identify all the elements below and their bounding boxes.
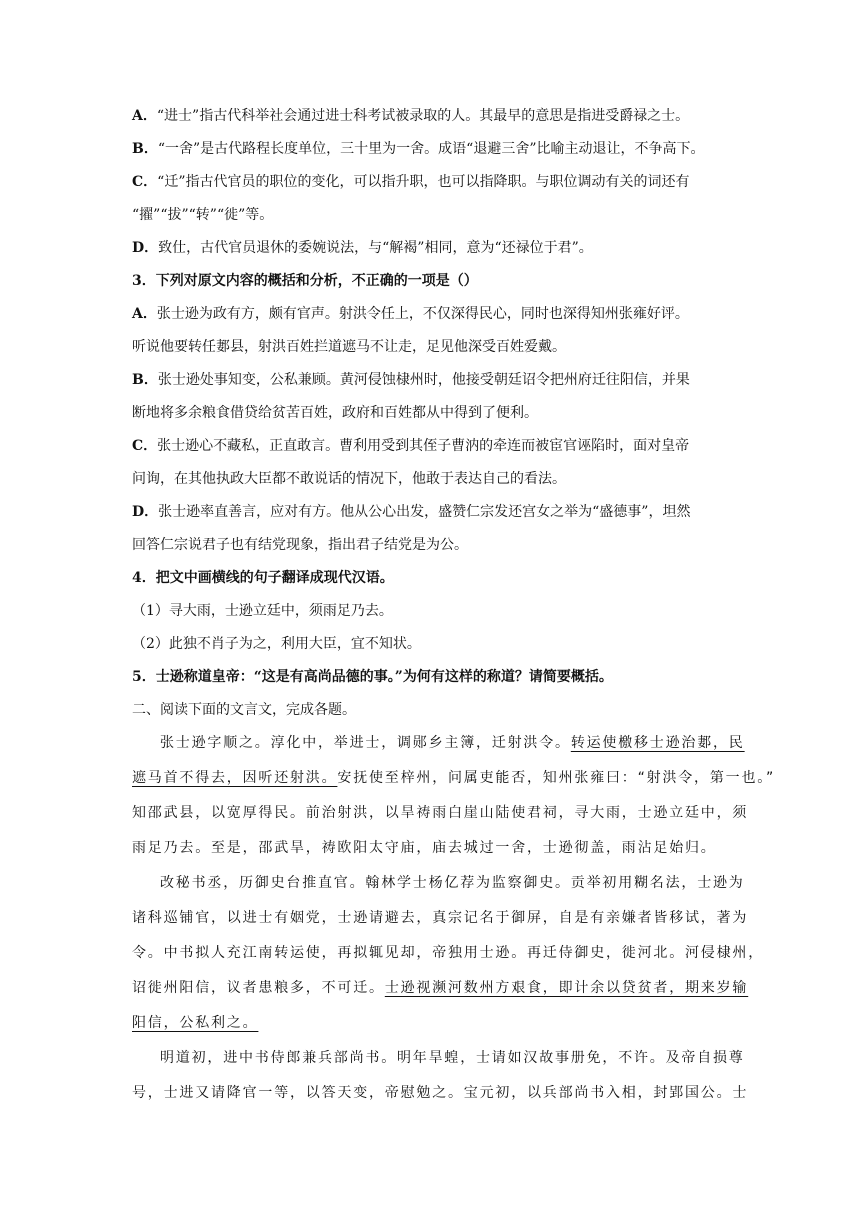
option-2c: C．“迁”指古代官员的职位的变化，可以指升职，也可以指降职。与职位调动有关的词还有 — [132, 174, 690, 190]
section-two-heading: 二、阅读下面的文言文，完成各题。 — [132, 702, 356, 718]
classical-passage — [132, 733, 776, 1118]
option-2c-continued: “擢”“拔”“转”“徙”等。 — [132, 207, 274, 223]
question-4-item-1: （1）寻大雨，士逊立廷中，须雨足乃去。 — [132, 603, 393, 619]
passage-p2-line-3: 令。中书拟人充江南转运使，再拟辄见却，帝独用士逊。再迁侍御史，徙河北。河侵棣州， — [132, 945, 764, 961]
underlined-sentence: 阳信，公私利之。 — [132, 1015, 259, 1031]
question-4 — [132, 568, 732, 667]
option-3b-continued: 断地将多余粮食借贷给贫苦百姓，政府和百姓都从中得到了便利。 — [132, 405, 538, 421]
question-3-stem: 3．下列对原文内容的概括和分析，不正确的一项是（） — [132, 273, 478, 289]
underlined-sentence: 士逊视濒河数州方艰食，即计余以贷贫者，期来岁输 — [384, 980, 749, 996]
option-2b: B．“一舍”是古代路程长度单位，三十里为一舍。成语“退避三舍”比喻主动退让，不争高下。 — [132, 141, 705, 157]
option-3c: C．张士逊心不藏私，正直敢言。曹利用受到其侄子曹汭的牵连而被宦官诬陷时，面对皇帝 — [132, 438, 690, 454]
question-5-stem: 5．士逊称道皇帝：“这是有高尚品德的事。”为何有这样的称道？请简要概括。 — [132, 669, 613, 685]
option-2a: A．“进士”指古代科举社会通过进士科考试被录取的人。其最早的意思是指进受爵禄之士。 — [132, 108, 690, 124]
option-3c-continued: 问询，在其他执政大臣都不敢说话的情况下，他敢于表达自己的看法。 — [132, 471, 566, 487]
passage-p3-line-2: 号，士进又请降官一等，以答天变，帝慰勉之。宝元初，以兵部尚书入相，封郢国公。士 — [132, 1085, 749, 1101]
passage-p3-line-1: 明道初，进中书侍郎兼兵部尚书。明年旱蝗，士请如汉故事册免，不许。及帝自损尊 — [160, 1050, 745, 1066]
passage-p1-line-3: 知邵武县，以宽厚得民。前治射洪，以旱祷雨白崖山陆使君祠，寻大雨，士逊立廷中，须 — [132, 805, 749, 821]
question-3 — [132, 271, 732, 568]
question-2-options — [132, 106, 732, 271]
passage-p2-line-1: 改秘书丞，历御史台推直官。翰林学士杨亿荐为监察御史。贡举初用糊名法，士逊为 — [160, 875, 745, 891]
underlined-sentence: 转运使檄移士逊治郪，民 — [570, 735, 745, 751]
passage-p1-line-2: 遮马首不得去，因听还射洪。安抚使至梓州，问属吏能否，知州张雍曰：“射洪令，第一也。” — [132, 770, 776, 786]
passage-p2-line-2: 诸科巡铺官，以进士有姻党，士逊请避去，真宗记名于御屏，自是有亲嫌者皆移试，著为 — [132, 910, 749, 926]
option-3a: A．张士逊为政有方，颇有官声。射洪令任上，不仅深得民心，同时也深得知州张雍好评。 — [132, 306, 689, 322]
passage-p1-line-4: 雨足乃去。至是，邵武旱，祷欧阳太守庙，庙去城过一舍，士逊彻盖，雨沾足始归。 — [132, 840, 717, 856]
option-3d-continued: 回答仁宗说君子也有结党现象，指出君子结党是为公。 — [132, 537, 468, 553]
option-3b: B．张士逊处事知变，公私兼顾。黄河侵蚀棣州时，他接受朝廷诏令把州府迁往阳信，并果 — [132, 372, 690, 388]
question-4-item-2: （2）此独不肖子为之，利用大臣，宜不知状。 — [132, 636, 421, 652]
passage-p2-line-4: 诏徙州阳信，议者患粮多，不可迁。士逊视濒河数州方艰食，即计余以贷贫者，期来岁输 — [132, 980, 749, 996]
option-3a-continued: 听说他要转任郪县，射洪百姓拦道遮马不让走，足见他深受百姓爱戴。 — [132, 339, 566, 355]
passage-p2-line-5 — [132, 1013, 732, 1048]
option-2d: D．致仕，古代官员退休的委婉说法，与“解褐”相同，意为“还禄位于君”。 — [132, 240, 593, 256]
underlined-sentence: 遮马首不得去，因听还射洪。 — [132, 770, 338, 786]
passage-p1-line-1: 张士逊字顺之。淳化中，举进士，调郧乡主簿，迁射洪令。转运使檄移士逊治郪，民 — [160, 735, 745, 751]
document-content — [132, 106, 776, 1118]
option-3d: D．张士逊率直善言，应对有方。他从公心出发，盛赞仁宗发还宫女之举为“盛德事”，坦然 — [132, 504, 691, 520]
question-4-stem: 4．把文中画横线的句子翻译成现代汉语。 — [132, 570, 394, 586]
